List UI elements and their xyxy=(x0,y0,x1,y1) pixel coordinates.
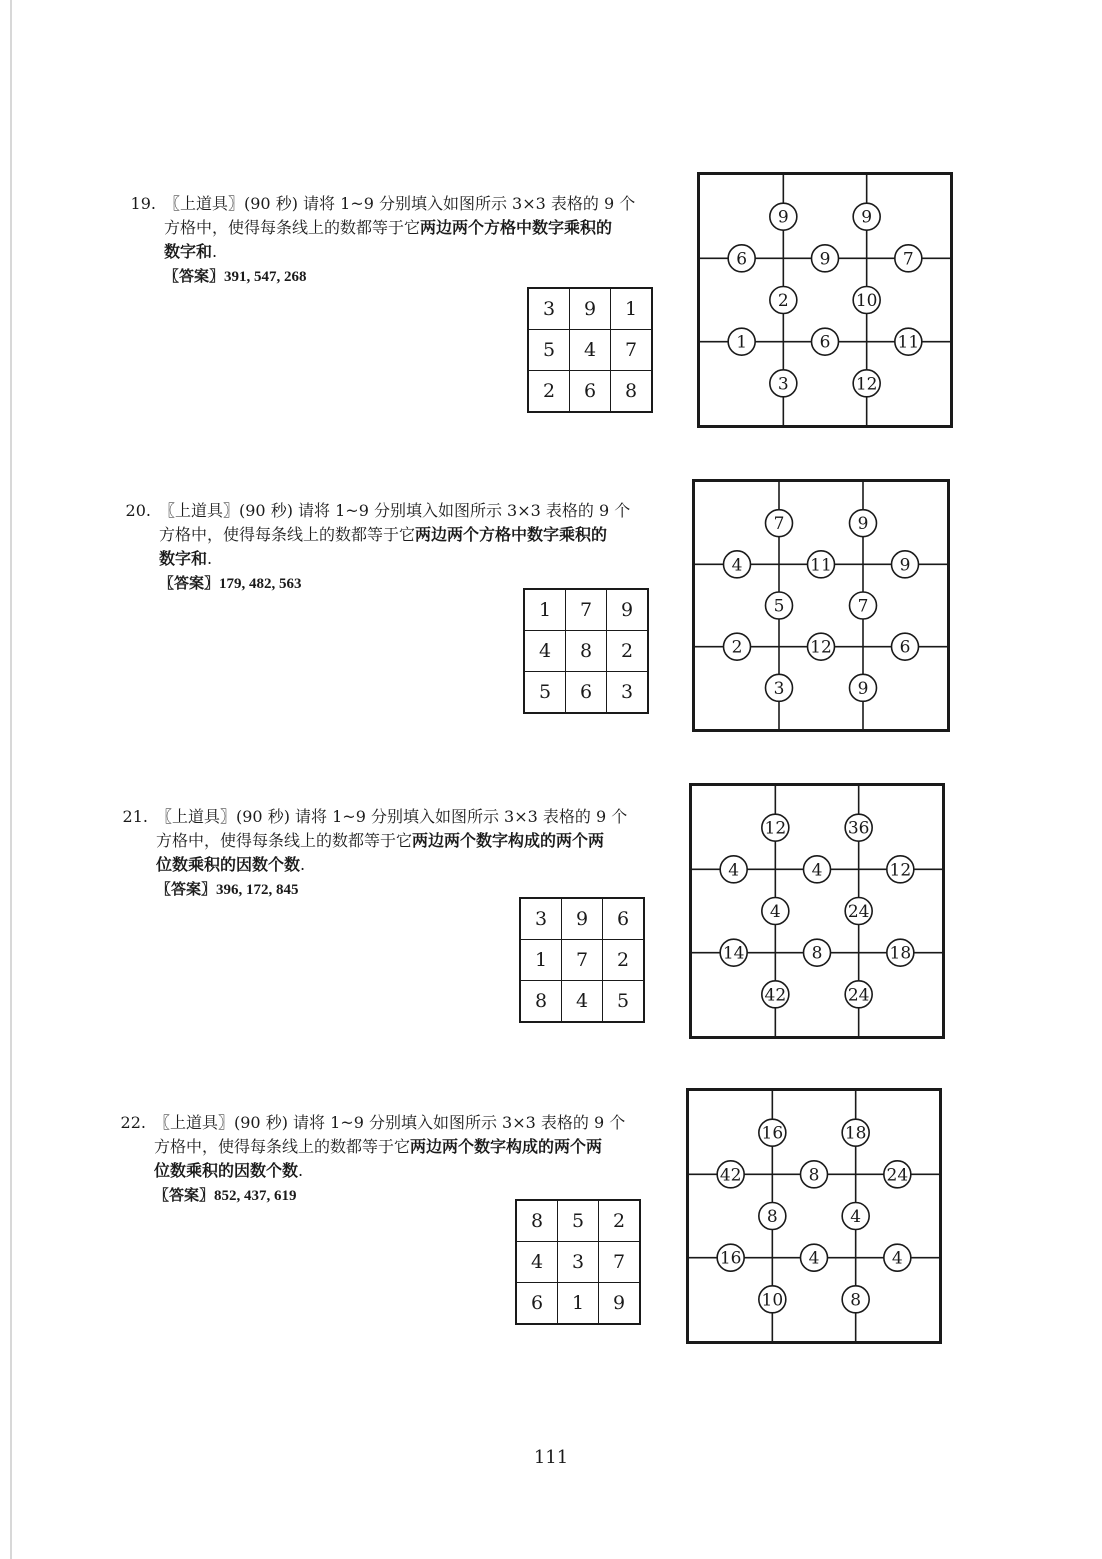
answer-line xyxy=(164,264,307,289)
answer-grid-row xyxy=(524,672,648,714)
puzzle-svg xyxy=(700,175,950,425)
answer-grid-cell: 7 xyxy=(562,940,603,981)
answer-grid-cell: 4 xyxy=(524,631,566,672)
statement-line-2-bold: 两边两个方格中数字乘积的 xyxy=(420,218,613,237)
line-value-label: 7 xyxy=(902,249,914,270)
answer-grid-row xyxy=(516,1242,640,1283)
answer-grid-cell: 5 xyxy=(603,981,645,1023)
problem-statement xyxy=(164,192,684,264)
answer-grid xyxy=(523,588,649,714)
answer-grid-cell: 1 xyxy=(558,1283,599,1325)
answer-value: 852, 437, 619 xyxy=(214,1188,297,1204)
answer-value: 179, 482, 563 xyxy=(219,576,302,592)
statement-line-3 xyxy=(164,240,684,264)
answer-label: 〖答案〗 xyxy=(156,880,217,898)
answer-grid-cell: 2 xyxy=(603,940,645,981)
line-value-label: 10 xyxy=(855,291,878,311)
statement-line-1: 〖上道具〗(90 秒) 请将 1~9 分别填入如图所示 3×3 表格的 9 个 xyxy=(154,1113,626,1132)
problem-statement xyxy=(159,499,679,571)
line-value-label: 9 xyxy=(819,249,831,270)
statement-line-3-bold: 数字和 xyxy=(159,549,208,568)
line-value-label: 8 xyxy=(850,1290,862,1311)
puzzle-diagram xyxy=(689,783,945,1039)
line-value-label: 5 xyxy=(773,596,785,617)
line-value-label: 24 xyxy=(886,1165,909,1186)
problem-number: 22. xyxy=(120,1113,146,1132)
line-value-label: 2 xyxy=(777,291,789,311)
statement-line-2-plain: 方格中，使得每条线上的数都等于它 xyxy=(154,1137,411,1156)
statement-line-2-bold: 两边两个数字构成的两个两 xyxy=(412,831,605,850)
answer-line xyxy=(159,571,302,596)
line-value-label: 42 xyxy=(719,1165,742,1186)
line-value-label: 4 xyxy=(891,1248,903,1269)
line-value-label: 9 xyxy=(861,207,873,228)
answer-grid-row xyxy=(516,1283,640,1325)
puzzle-svg xyxy=(689,1091,939,1341)
statement-line-3-bold: 位数乘积的因数个数 xyxy=(156,855,301,874)
answer-grid xyxy=(515,1199,641,1325)
answer-grid-cell: 7 xyxy=(611,330,653,371)
answer-grid xyxy=(519,897,645,1023)
statement-line-3-bold: 位数乘积的因数个数 xyxy=(154,1161,299,1180)
line-value-label: 2 xyxy=(731,637,743,658)
line-value-label: 16 xyxy=(719,1248,742,1269)
answer-grid-row xyxy=(516,1200,640,1242)
answer-label: 〖答案〗 xyxy=(159,574,220,592)
line-value-label: 4 xyxy=(769,902,781,922)
line-value-label: 4 xyxy=(728,860,740,881)
answer-grid-cell: 2 xyxy=(528,371,570,413)
answer-grid-cell: 7 xyxy=(566,589,607,631)
statement-line-1: 〖上道具〗(90 秒) 请将 1~9 分别填入如图所示 3×3 表格的 9 个 xyxy=(159,501,631,520)
line-value-label: 4 xyxy=(731,555,743,576)
line-value-label: 8 xyxy=(811,943,823,964)
answer-grid-cell: 6 xyxy=(603,898,645,940)
line-value-label: 3 xyxy=(777,374,789,395)
line-value-label: 4 xyxy=(808,1248,820,1269)
puzzle-diagram xyxy=(692,479,950,732)
answer-line xyxy=(154,1183,297,1208)
problem-statement xyxy=(154,1111,674,1183)
answer-grid-cell: 3 xyxy=(607,672,649,714)
line-value-label: 14 xyxy=(722,943,745,964)
answer-label: 〖答案〗 xyxy=(154,1186,215,1204)
answer-grid-cell: 4 xyxy=(516,1242,558,1283)
line-value-label: 6 xyxy=(736,249,748,270)
line-value-label: 10 xyxy=(761,1290,784,1311)
answer-grid-row xyxy=(524,589,648,631)
line-value-label: 4 xyxy=(811,860,823,881)
answer-grid-row xyxy=(520,981,644,1023)
statement-line-3-end: . xyxy=(212,242,218,261)
answer-grid-cell: 3 xyxy=(558,1242,599,1283)
answer-grid-cell: 1 xyxy=(520,940,562,981)
line-value-label: 11 xyxy=(810,555,832,576)
statement-line-2 xyxy=(164,216,684,240)
statement-line-3-end: . xyxy=(300,855,306,874)
statement-line-1: 〖上道具〗(90 秒) 请将 1~9 分别填入如图所示 3×3 表格的 9 个 xyxy=(156,807,628,826)
line-value-label: 24 xyxy=(847,985,870,1006)
answer-grid-cell: 9 xyxy=(607,589,649,631)
answer-grid-cell: 5 xyxy=(558,1200,599,1242)
line-value-label: 6 xyxy=(819,332,831,353)
problem-number: 21. xyxy=(122,807,148,826)
answer-grid-cell: 8 xyxy=(520,981,562,1023)
statement-line-2 xyxy=(159,523,679,547)
line-value-label: 9 xyxy=(857,514,869,535)
statement-line-2-plain: 方格中，使得每条线上的数都等于它 xyxy=(164,218,421,237)
line-value-label: 11 xyxy=(897,332,920,353)
answer-label: 〖答案〗 xyxy=(164,267,225,285)
answer-grid-cell: 9 xyxy=(570,288,611,330)
answer-grid-cell: 2 xyxy=(599,1200,641,1242)
puzzle-svg xyxy=(695,482,947,729)
statement-line-3-end: . xyxy=(207,549,213,568)
line-value-label: 8 xyxy=(808,1165,820,1186)
page-number: 111 xyxy=(533,1447,569,1468)
line-value-label: 7 xyxy=(857,596,869,617)
answer-grid-cell: 3 xyxy=(520,898,562,940)
line-value-label: 12 xyxy=(764,818,787,839)
answer-grid-row xyxy=(524,631,648,672)
line-value-label: 16 xyxy=(761,1123,784,1144)
line-value-label: 6 xyxy=(899,637,911,658)
statement-line-2-plain: 方格中，使得每条线上的数都等于它 xyxy=(159,525,416,544)
statement-line-2 xyxy=(156,829,676,853)
line-value-label: 42 xyxy=(764,985,787,1006)
line-value-label: 18 xyxy=(889,943,912,964)
statement-line-3 xyxy=(156,853,676,877)
answer-grid-cell: 4 xyxy=(562,981,603,1023)
answer-grid-cell: 3 xyxy=(528,288,570,330)
answer-grid-cell: 1 xyxy=(611,288,653,330)
answer-grid-cell: 8 xyxy=(611,371,653,413)
line-value-label: 9 xyxy=(899,555,911,576)
answer-grid-row xyxy=(528,288,652,330)
statement-line-1: 〖上道具〗(90 秒) 请将 1~9 分别填入如图所示 3×3 表格的 9 个 xyxy=(164,194,636,213)
statement-line-3 xyxy=(159,547,679,571)
answer-grid-cell: 4 xyxy=(570,330,611,371)
answer-grid-cell: 9 xyxy=(562,898,603,940)
answer-grid-cell: 8 xyxy=(566,631,607,672)
line-value-label: 24 xyxy=(847,902,870,922)
line-value-label: 12 xyxy=(855,374,878,395)
answer-line xyxy=(156,877,299,902)
line-value-label: 4 xyxy=(850,1207,862,1227)
answer-grid-cell: 6 xyxy=(516,1283,558,1325)
answer-grid-row xyxy=(520,898,644,940)
problem-number: 19. xyxy=(130,194,156,213)
answer-grid-row xyxy=(520,940,644,981)
answer-grid-cell: 1 xyxy=(524,589,566,631)
problem-statement xyxy=(156,805,676,877)
page-edge xyxy=(10,0,12,1559)
answer-grid-cell: 6 xyxy=(566,672,607,714)
answer-grid-cell: 5 xyxy=(524,672,566,714)
statement-line-3 xyxy=(154,1159,674,1183)
puzzle-svg xyxy=(692,786,942,1036)
puzzle-diagram xyxy=(686,1088,942,1344)
line-value-label: 1 xyxy=(736,332,748,353)
statement-line-3-end: . xyxy=(298,1161,304,1180)
line-value-label: 8 xyxy=(766,1207,778,1227)
answer-grid-row xyxy=(528,330,652,371)
puzzle-diagram xyxy=(697,172,953,428)
line-value-label: 7 xyxy=(773,514,785,535)
answer-grid-cell: 2 xyxy=(607,631,649,672)
answer-value: 396, 172, 845 xyxy=(216,882,299,898)
answer-grid-cell: 6 xyxy=(570,371,611,413)
line-value-label: 3 xyxy=(773,678,785,699)
line-value-label: 9 xyxy=(857,678,869,699)
statement-line-2 xyxy=(154,1135,674,1159)
answer-grid xyxy=(527,287,653,413)
line-value-label: 36 xyxy=(847,818,870,839)
answer-grid-cell: 7 xyxy=(599,1242,641,1283)
problem-number: 20. xyxy=(125,501,151,520)
statement-line-3-bold: 数字和 xyxy=(164,242,213,261)
line-value-label: 18 xyxy=(844,1123,867,1144)
line-value-label: 12 xyxy=(889,860,912,881)
line-value-label: 12 xyxy=(810,637,832,658)
statement-line-2-bold: 两边两个方格中数字乘积的 xyxy=(415,525,608,544)
answer-value: 391, 547, 268 xyxy=(224,269,307,285)
answer-grid-cell: 9 xyxy=(599,1283,641,1325)
answer-grid-cell: 8 xyxy=(516,1200,558,1242)
answer-grid-cell: 5 xyxy=(528,330,570,371)
line-value-label: 9 xyxy=(777,207,789,228)
statement-line-2-bold: 两边两个数字构成的两个两 xyxy=(410,1137,603,1156)
statement-line-2-plain: 方格中，使得每条线上的数都等于它 xyxy=(156,831,413,850)
answer-grid-row xyxy=(528,371,652,413)
